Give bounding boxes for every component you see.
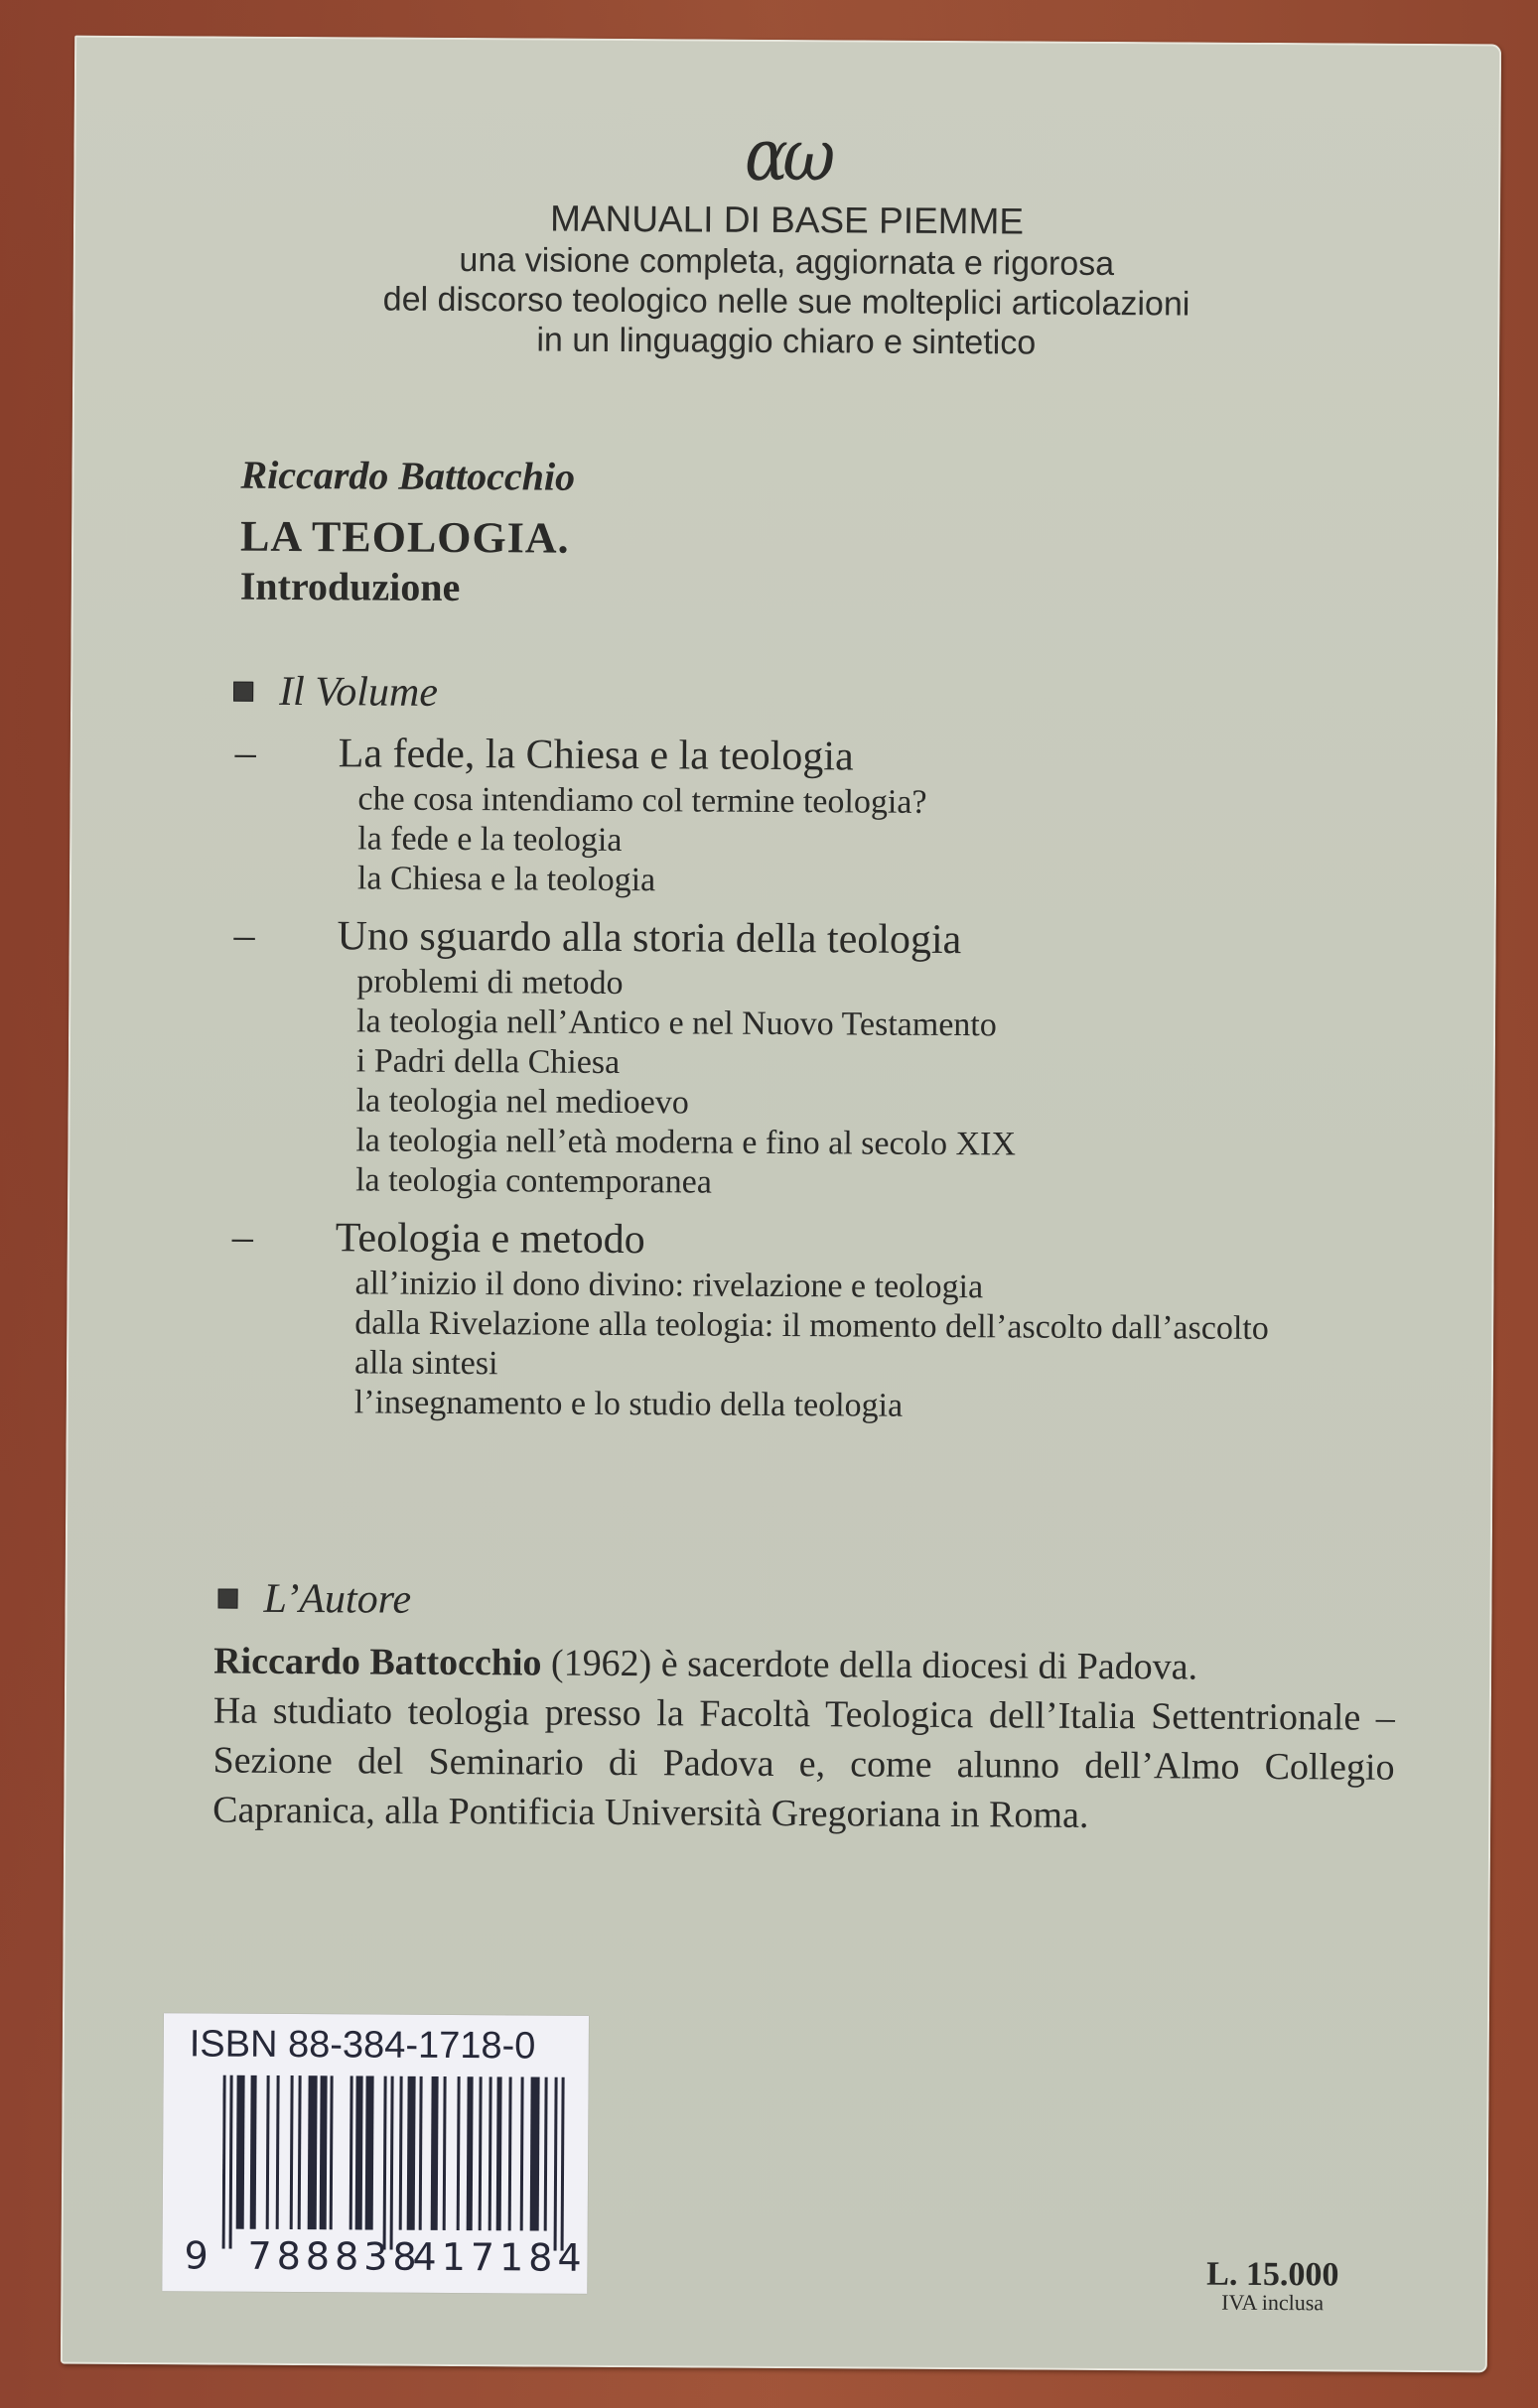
- dash-icon: –: [233, 912, 255, 959]
- barcode-digits-left: 788838: [247, 2233, 422, 2279]
- topic-item: la Chiesa e la teologia: [356, 860, 656, 899]
- dash-icon: –: [231, 1214, 253, 1261]
- square-bullet-icon: [233, 682, 253, 702]
- price-tax-note: IVA inclusa: [1221, 2289, 1325, 2316]
- author-bio-text: Ha studiato teologia presso la Facoltà Teologica dell’Italia Settentrionale – Sezione del Seminario di Padova e, come alunno dell’Almo Collegio Capranica, alla Pontificia Università Gregoriana in Roma.: [212, 1689, 1395, 1836]
- topic-item: all’inizio il dono divino: rivelazione e teologia: [354, 1265, 984, 1306]
- topic-list: [220, 779, 1413, 905]
- chapter-title: Uno sguardo alla storia della teologia: [337, 913, 962, 964]
- topic-item: dalla Rivelazione alla teologia: il momento dell’ascolto dall’ascolto: [354, 1304, 1269, 1348]
- square-bullet-icon: [217, 1589, 237, 1609]
- barcode-icon: [222, 2075, 571, 2251]
- barcode-digits-right: 417184: [412, 2234, 587, 2280]
- tagline-line: del discorso teologico nelle sue molteplici articolazioni: [382, 280, 1190, 324]
- tagline-line: in un linguaggio chiaro e sintetico: [536, 321, 1037, 362]
- author-bio: [212, 1637, 1395, 1842]
- topic-item: la teologia nel medioevo: [355, 1082, 689, 1122]
- volume-heading: [233, 668, 1413, 723]
- book-title: LA TEOLOGIA.: [239, 511, 570, 563]
- author-section: [212, 1575, 1406, 1842]
- isbn-number: ISBN 88-384-1718-0: [189, 2023, 536, 2068]
- topic-item: la teologia nell’Antico e nel Nuovo Testamento: [356, 1003, 997, 1044]
- topic-item: la teologia contemporanea: [355, 1161, 712, 1201]
- price-block: [1206, 2256, 1339, 2317]
- book-subtitle: Introduzione: [239, 563, 461, 610]
- author-bio-name: Riccardo Battocchio: [213, 1640, 542, 1684]
- chapter-item: [220, 730, 1413, 905]
- author-heading: [217, 1575, 1405, 1630]
- tagline-line: una visione completa, aggiornata e rigorosa: [459, 241, 1115, 284]
- barcode-digit-first: 9: [184, 2233, 209, 2278]
- series-tagline: [72, 238, 1500, 366]
- series-name: MANUALI DI BASE PIEMME: [549, 198, 1025, 242]
- chapter-item: [218, 912, 1412, 1207]
- alpha-omega-logo-icon: αω: [744, 112, 831, 198]
- topic-item: l’insegnamento e lo studio della teologia: [353, 1384, 904, 1424]
- author-bio-text: (1962) è sacerdote della diocesi di Padova.: [541, 1642, 1198, 1688]
- dash-icon: –: [234, 730, 256, 776]
- topic-item: i Padri della Chiesa: [355, 1042, 621, 1082]
- topic-list: [218, 962, 1411, 1207]
- price-amount: L. 15.000: [1206, 2255, 1339, 2294]
- book-back-cover: [61, 36, 1501, 2373]
- topic-item: la fede e la teologia: [357, 820, 623, 860]
- author-heading-label: L’Autore: [263, 1575, 412, 1623]
- topic-item: che cosa intendiamo col termine teologia?: [357, 780, 927, 821]
- topic-item: problemi di metodo: [356, 963, 624, 1003]
- isbn-barcode-label: [162, 2013, 589, 2294]
- topic-item: la teologia nell’età moderna e fino al secolo XIX: [355, 1122, 1017, 1163]
- volume-contents: [217, 668, 1414, 1443]
- volume-heading-label: Il Volume: [279, 668, 439, 716]
- topic-list: [217, 1264, 1410, 1429]
- topic-item: alla sintesi: [353, 1344, 498, 1383]
- chapter-item: [217, 1214, 1410, 1429]
- chapter-title: Teologia e metodo: [335, 1215, 645, 1264]
- chapter-title: La fede, la Chiesa e la teologia: [338, 731, 854, 780]
- book-author: Riccardo Battocchio: [240, 452, 576, 499]
